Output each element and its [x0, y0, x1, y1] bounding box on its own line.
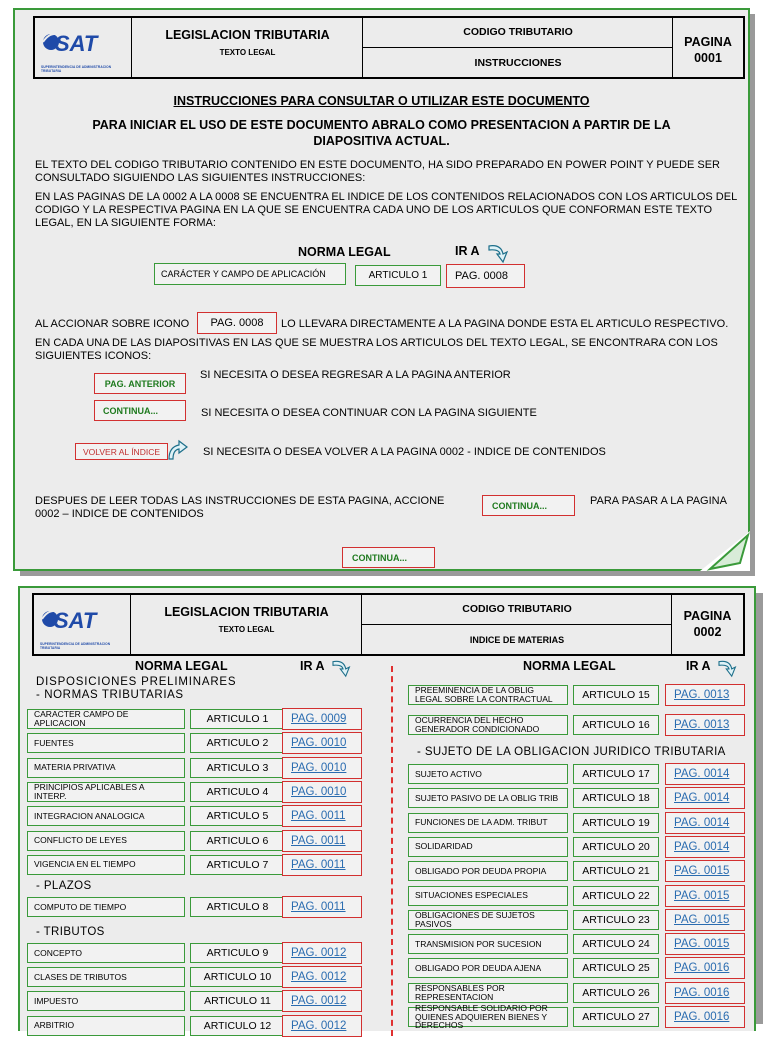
index-page-link[interactable]: PAG. 0010 — [282, 757, 362, 779]
index-article: ARTICULO 11 — [190, 991, 285, 1011]
index-article: ARTICULO 8 — [190, 897, 285, 917]
back-arrow-icon — [165, 437, 189, 461]
index-article: ARTICULO 9 — [190, 943, 285, 963]
index-article: ARTICULO 25 — [573, 958, 659, 978]
index-topic: SITUACIONES ESPECIALES — [408, 886, 568, 906]
index-topic: INTEGRACION ANALOGICA — [27, 806, 185, 826]
p5-suffix: PARA PASAR A LA PAGINA — [590, 495, 727, 507]
index-page-link[interactable]: PAG. 0011 — [282, 830, 362, 852]
index-page-link[interactable]: PAG. 0010 — [282, 732, 362, 754]
sat-logo: SAT SUPERINTENDENCIA DE ADMINISTRACION TRIBUTARIA — [41, 31, 112, 73]
index-topic: RESPONSABLE SOLIDARIO POR QUIENES ADQUIEREN BIENES Y DERECHOS — [408, 1007, 568, 1027]
index-topic: CONCEPTO — [27, 943, 185, 963]
page-curl — [700, 531, 750, 571]
page-icon-sample[interactable]: PAG. 0008 — [197, 312, 277, 334]
index-topic: OCURRENCIA DEL HECHO GENERADOR CONDICIONADO — [408, 715, 568, 735]
index-article: ARTICULO 3 — [190, 758, 285, 778]
index-page-link[interactable]: PAG. 0014 — [665, 836, 745, 858]
index-page-link[interactable]: PAG. 0014 — [665, 787, 745, 809]
index-topic: ARBITRIO — [27, 1016, 185, 1036]
index-page-link[interactable]: PAG. 0013 — [665, 684, 745, 706]
example-topic: CARÁCTER Y CAMPO DE APLICACIÓN — [154, 263, 346, 285]
example-page-link[interactable]: PAG. 0008 — [446, 264, 525, 288]
index-topic: SUJETO PASIVO DE LA OBLIG TRIB — [408, 788, 568, 808]
index-page-link[interactable]: PAG. 0009 — [282, 708, 362, 730]
index-topic: RESPONSABLES POR REPRESENTACION — [408, 983, 568, 1003]
p2-line1: EN LAS PAGINAS DE LA 0002 A LA 0008 SE ENCUENTRA EL INDICE DE LOS CONTENIDOS RELACIONADOS CON LOS ARTICULOS DEL — [35, 191, 738, 203]
doc-subtitle: TEXTO LEGAL — [219, 48, 276, 57]
p2-line2: CODIGO Y LA RESPECTIVA PAGINA EN LA QUE SE ENCUENTRA CADA UNO DE LOS ARTICULOS QUE CONFORMAN ESTE TEXTO — [35, 204, 713, 216]
p5-line1: DESPUES DE LEER TODAS LAS INSTRUCCIONES DE ESTA PAGINA, ACCIONE — [35, 495, 445, 507]
p1-line1: EL TEXTO DEL CODIGO TRIBUTARIO CONTENIDO EN ESTE DOCUMENTO, HA SIDO PREPARADO EN POWER POINT Y PUEDE SER — [35, 159, 720, 171]
index-page-link[interactable]: PAG. 0011 — [282, 805, 362, 827]
norma-legal-label: NORMA LEGAL — [298, 245, 391, 259]
index-article: ARTICULO 12 — [190, 1016, 285, 1036]
heading-normas: - NORMAS TRIBUTARIAS — [36, 689, 184, 701]
index-page-link[interactable]: PAG. 0012 — [282, 990, 362, 1012]
index-article: ARTICULO 7 — [190, 855, 285, 875]
index-article: ARTICULO 21 — [573, 861, 659, 881]
index-article: ARTICULO 6 — [190, 831, 285, 851]
column-divider — [391, 666, 393, 1036]
index-article: ARTICULO 27 — [573, 1007, 659, 1027]
heading-sujeto: - SUJETO DE LA OBLIGACION JURIDICO TRIBUTARIA — [417, 746, 726, 758]
p4-line1: EN CADA UNA DE LAS DIAPOSITIVAS EN LAS QUE SE MUESTRA LOS ARTICULOS DEL TEXTO LEGAL, SE ENCONTRARA CON LOS — [35, 337, 718, 349]
index-article: ARTICULO 1 — [190, 709, 285, 729]
p5-line2: 0002 – INDICE DE CONTENIDOS — [35, 508, 204, 520]
ir-a-label: IR A — [455, 244, 480, 258]
prev-page-button[interactable]: PAG. ANTERIOR — [94, 373, 186, 394]
index-article: ARTICULO 5 — [190, 806, 285, 826]
index-article: ARTICULO 18 — [573, 788, 659, 808]
code-title: CODIGO TRIBUTARIO — [463, 26, 573, 38]
index-article: ARTICULO 2 — [190, 733, 285, 753]
doc-subtitle: TEXTO LEGAL — [218, 625, 275, 634]
index-topic: MATERIA PRIVATIVA — [27, 758, 185, 778]
continue-desc: SI NECESITA O DESEA CONTINUAR CON LA PAGINA SIGUIENTE — [201, 407, 537, 419]
index-page-link[interactable]: PAG. 0014 — [665, 763, 745, 785]
page-label: PAGINA — [684, 35, 732, 49]
example-article: ARTICULO 1 — [355, 265, 441, 286]
continue-inline-button[interactable]: CONTINUA... — [482, 495, 575, 516]
index-article: ARTICULO 22 — [573, 886, 659, 906]
p1-line2: CONSULTADO SIGUIENDO LAS SIGUIENTES INSTRUCCIONES: — [35, 172, 366, 184]
index-article: ARTICULO 24 — [573, 934, 659, 954]
continue-bottom-button[interactable]: CONTINUA... — [342, 547, 435, 568]
heading-disposiciones: DISPOSICIONES PRELIMINARES — [36, 676, 237, 688]
intro-line1: PARA INICIAR EL USO DE ESTE DOCUMENTO ABRALO COMO PRESENTACION A PARTIR DE LA — [92, 118, 671, 132]
ir-a-right: IR A — [686, 659, 711, 673]
heading-tributos: - TRIBUTOS — [36, 926, 105, 938]
index-topic: FUENTES — [27, 733, 185, 753]
code-title: CODIGO TRIBUTARIO — [462, 603, 572, 615]
index-article: ARTICULO 17 — [573, 764, 659, 784]
index-page-link[interactable]: PAG. 0012 — [282, 942, 362, 964]
prev-page-desc: SI NECESITA O DESEA REGRESAR A LA PAGINA ANTERIOR — [200, 369, 511, 381]
index-topic: CONFLICTO DE LEYES — [27, 831, 185, 851]
instructions-heading: INSTRUCCIONES PARA CONSULTAR O UTILIZAR ESTE DOCUMENTO — [173, 94, 590, 108]
index-page-link[interactable]: PAG. 0011 — [282, 854, 362, 876]
p2-line3: LEGAL, EN LA SIGUIENTE FORMA: — [35, 217, 216, 229]
index-topic: OBLIGADO POR DEUDA PROPIA — [408, 861, 568, 881]
slide-index — [18, 586, 756, 1031]
index-article: ARTICULO 10 — [190, 967, 285, 987]
index-topic: SOLIDARIDAD — [408, 837, 568, 857]
section-title: INDICE DE MATERIAS — [469, 635, 565, 645]
index-topic: SUJETO ACTIVO — [408, 764, 568, 784]
curved-arrow-icon — [331, 658, 355, 678]
index-page-link[interactable]: PAG. 0010 — [282, 781, 362, 803]
slide-header — [32, 593, 745, 656]
svg-text:SAT: SAT — [55, 31, 98, 56]
index-page-link[interactable]: PAG. 0013 — [665, 714, 745, 736]
index-page-link[interactable]: PAG. 0012 — [282, 966, 362, 988]
index-topic: PRINCIPIOS APLICABLES A INTERP. — [27, 782, 185, 802]
index-article: ARTICULO 16 — [573, 715, 659, 735]
back-to-index-button[interactable]: VOLVER AL ÍNDICE — [75, 443, 168, 460]
page-label: PAGINA — [683, 609, 732, 623]
norma-legal-right: NORMA LEGAL — [523, 659, 616, 673]
index-article: ARTICULO 20 — [573, 837, 659, 857]
index-page-link[interactable]: PAG. 0012 — [282, 1015, 362, 1037]
index-article: ARTICULO 19 — [573, 813, 659, 833]
index-topic: CLASES DE TRIBUTOS — [27, 967, 185, 987]
index-topic: OBLIGACIONES DE SUJETOS PASIVOS — [408, 910, 568, 930]
index-topic: CARACTER CAMPO DE APLICACION — [27, 709, 185, 729]
p3-suffix: LO LLEVARA DIRECTAMENTE A LA PAGINA DONDE ESTA EL ARTICULO RESPECTIVO. — [281, 318, 729, 330]
index-page-link[interactable]: PAG. 0015 — [665, 933, 745, 955]
section-title: INSTRUCCIONES — [474, 57, 562, 69]
back-to-index-desc: SI NECESITA O DESEA VOLVER A LA PAGINA 0002 - INDICE DE CONTENIDOS — [203, 446, 606, 458]
sat-logo: SAT SUPERINTENDENCIA DE ADMINISTRACION TRIBUTARIA — [40, 608, 111, 650]
index-topic: TRANSMISION POR SUCESION — [408, 934, 568, 954]
curved-arrow-icon — [487, 242, 513, 264]
index-topic: PREEMINENCIA DE LA OBLIG LEGAL SOBRE LA CONTRACTUAL — [408, 685, 568, 705]
index-article: ARTICULO 23 — [573, 910, 659, 930]
page-number: 0002 — [693, 625, 722, 639]
index-page-link[interactable]: PAG. 0016 — [665, 982, 745, 1004]
intro-line2: DIAPOSITIVA ACTUAL. — [313, 134, 450, 148]
index-topic: VIGENCIA EN EL TIEMPO — [27, 855, 185, 875]
index-topic: IMPUESTO — [27, 991, 185, 1011]
index-page-link[interactable]: PAG. 0016 — [665, 957, 745, 979]
index-article: ARTICULO 15 — [573, 685, 659, 705]
index-topic: COMPUTO DE TIEMPO — [27, 897, 185, 917]
index-page-link[interactable]: PAG. 0014 — [665, 812, 745, 834]
ir-a-left: IR A — [300, 659, 325, 673]
index-page-link[interactable]: PAG. 0011 — [282, 896, 362, 918]
index-page-link[interactable]: PAG. 0015 — [665, 860, 745, 882]
heading-plazos: - PLAZOS — [36, 880, 92, 892]
continue-button[interactable]: CONTINUA... — [94, 400, 186, 421]
norma-legal-left: NORMA LEGAL — [135, 659, 228, 673]
index-article: ARTICULO 4 — [190, 782, 285, 802]
page-number: 0001 — [694, 51, 722, 65]
doc-title: LEGISLACION TRIBUTARIA — [165, 28, 330, 42]
index-topic: FUNCIONES DE LA ADM. TRIBUT — [408, 813, 568, 833]
index-article: ARTICULO 26 — [573, 983, 659, 1003]
doc-title: LEGISLACION TRIBUTARIA — [164, 605, 329, 619]
index-page-link[interactable]: PAG. 0015 — [665, 909, 745, 931]
index-page-link[interactable]: PAG. 0015 — [665, 885, 745, 907]
index-topic: OBLIGADO POR DEUDA AJENA — [408, 958, 568, 978]
slide-header — [33, 16, 745, 79]
slide-instructions — [13, 8, 750, 571]
curved-arrow-icon — [717, 658, 741, 678]
svg-text:SAT: SAT — [54, 608, 97, 633]
p3-prefix: AL ACCIONAR SOBRE ICONO — [35, 318, 190, 330]
p4-line2: SIGUIENTES ICONOS: — [35, 350, 152, 362]
index-page-link[interactable]: PAG. 0016 — [665, 1006, 745, 1028]
